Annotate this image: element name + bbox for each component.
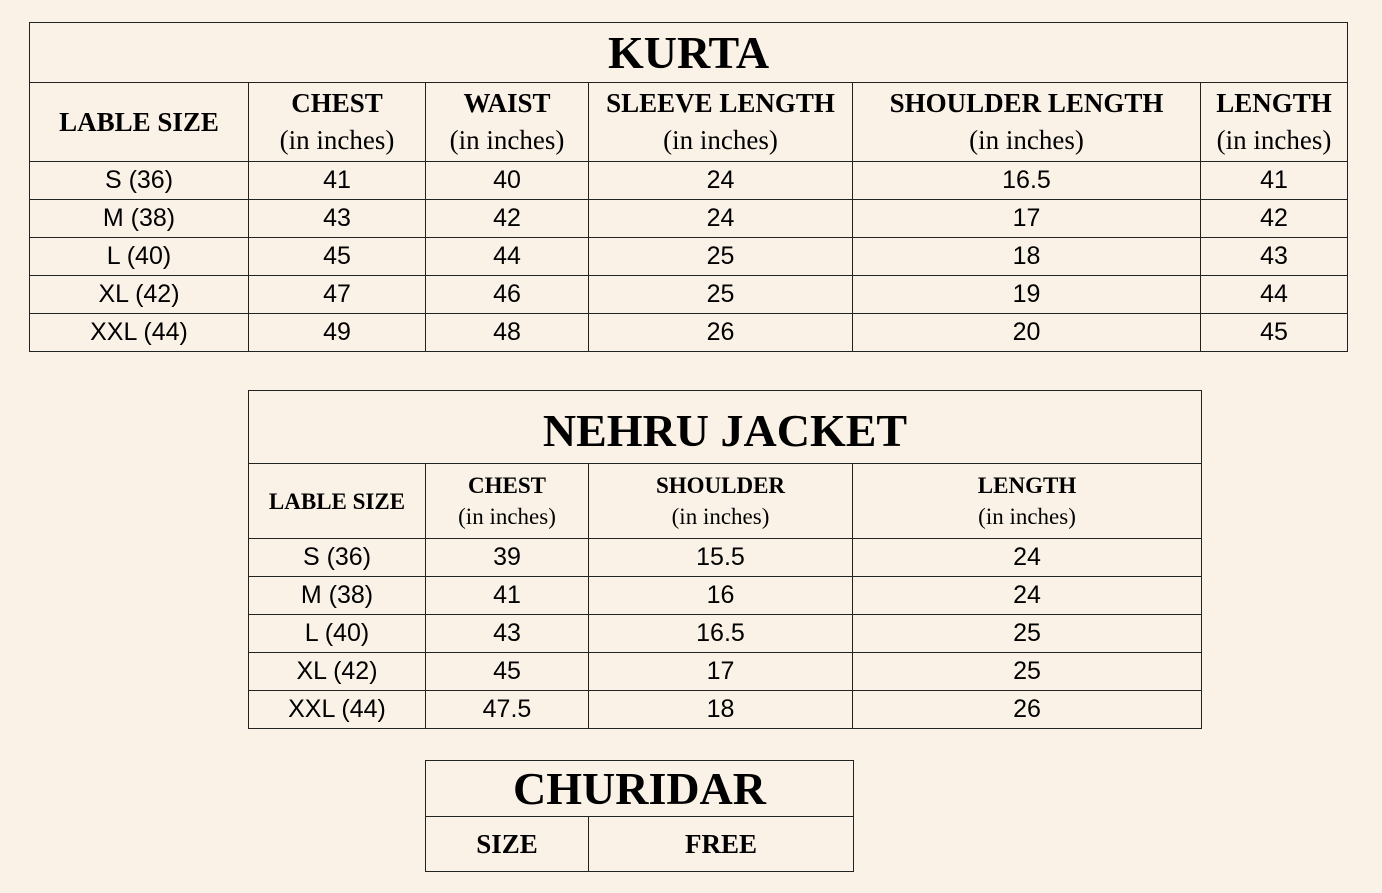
churidar-size-label: SIZE — [426, 817, 589, 872]
value-cell: 41 — [1201, 162, 1348, 200]
value-cell: 49 — [249, 314, 426, 352]
size-cell: S (36) — [249, 539, 426, 577]
value-cell: 15.5 — [589, 539, 853, 577]
value-cell: 25 — [589, 238, 853, 276]
value-cell: 43 — [1201, 238, 1348, 276]
value-cell: 24 — [853, 577, 1202, 615]
value-cell: 18 — [853, 238, 1201, 276]
value-cell: 42 — [1201, 200, 1348, 238]
table-row — [30, 314, 1348, 352]
value-cell: 41 — [426, 577, 589, 615]
nehru-size-header: LABLE SIZE — [249, 464, 426, 539]
value-cell: 25 — [589, 276, 853, 314]
value-cell: 41 — [249, 162, 426, 200]
table-row — [426, 817, 854, 872]
nehru-jacket-size-table — [248, 390, 1202, 729]
value-cell: 45 — [426, 653, 589, 691]
kurta-col-length: LENGTH (in inches) — [1201, 83, 1348, 162]
value-cell: 42 — [426, 200, 589, 238]
nehru-jacket-title: NEHRU JACKET — [249, 391, 1202, 464]
value-cell: 26 — [589, 314, 853, 352]
table-row — [249, 691, 1202, 729]
table-row — [30, 276, 1348, 314]
value-cell: 46 — [426, 276, 589, 314]
value-cell: 47.5 — [426, 691, 589, 729]
kurta-col-shoulder-length: SHOULDER LENGTH (in inches) — [853, 83, 1201, 162]
kurta-title: KURTA — [30, 23, 1348, 83]
kurta-col-waist: WAIST (in inches) — [426, 83, 589, 162]
churidar-size-table — [425, 760, 854, 872]
value-cell: 16.5 — [853, 162, 1201, 200]
value-cell: 43 — [426, 615, 589, 653]
kurta-size-header: LABLE SIZE — [30, 83, 249, 162]
size-cell: XXL (44) — [30, 314, 249, 352]
kurta-header-row — [30, 83, 1348, 162]
churidar-size-value: FREE — [589, 817, 854, 872]
value-cell: 25 — [853, 615, 1202, 653]
table-row — [30, 238, 1348, 276]
table-row — [249, 653, 1202, 691]
value-cell: 43 — [249, 200, 426, 238]
nehru-col-chest: CHEST (in inches) — [426, 464, 589, 539]
value-cell: 26 — [853, 691, 1202, 729]
value-cell: 24 — [853, 539, 1202, 577]
size-cell: XXL (44) — [249, 691, 426, 729]
value-cell: 40 — [426, 162, 589, 200]
value-cell: 16 — [589, 577, 853, 615]
size-cell: L (40) — [249, 615, 426, 653]
value-cell: 45 — [1201, 314, 1348, 352]
value-cell: 24 — [589, 200, 853, 238]
nehru-header-row — [249, 464, 1202, 539]
size-cell: M (38) — [30, 200, 249, 238]
table-row — [249, 615, 1202, 653]
value-cell: 25 — [853, 653, 1202, 691]
size-cell: L (40) — [30, 238, 249, 276]
value-cell: 19 — [853, 276, 1201, 314]
size-cell: S (36) — [30, 162, 249, 200]
value-cell: 20 — [853, 314, 1201, 352]
value-cell: 48 — [426, 314, 589, 352]
value-cell: 39 — [426, 539, 589, 577]
kurta-size-table — [29, 22, 1348, 352]
size-cell: M (38) — [249, 577, 426, 615]
value-cell: 17 — [589, 653, 853, 691]
size-cell: XL (42) — [249, 653, 426, 691]
table-row — [249, 577, 1202, 615]
value-cell: 16.5 — [589, 615, 853, 653]
kurta-col-sleeve-length: SLEEVE LENGTH (in inches) — [589, 83, 853, 162]
table-row — [30, 200, 1348, 238]
table-row — [30, 162, 1348, 200]
size-cell: XL (42) — [30, 276, 249, 314]
kurta-col-chest: CHEST (in inches) — [249, 83, 426, 162]
nehru-col-shoulder: SHOULDER (in inches) — [589, 464, 853, 539]
nehru-col-length: LENGTH (in inches) — [853, 464, 1202, 539]
value-cell: 47 — [249, 276, 426, 314]
value-cell: 45 — [249, 238, 426, 276]
value-cell: 44 — [426, 238, 589, 276]
value-cell: 17 — [853, 200, 1201, 238]
value-cell: 44 — [1201, 276, 1348, 314]
value-cell: 18 — [589, 691, 853, 729]
value-cell: 24 — [589, 162, 853, 200]
churidar-title: CHURIDAR — [426, 761, 854, 817]
table-row — [249, 539, 1202, 577]
